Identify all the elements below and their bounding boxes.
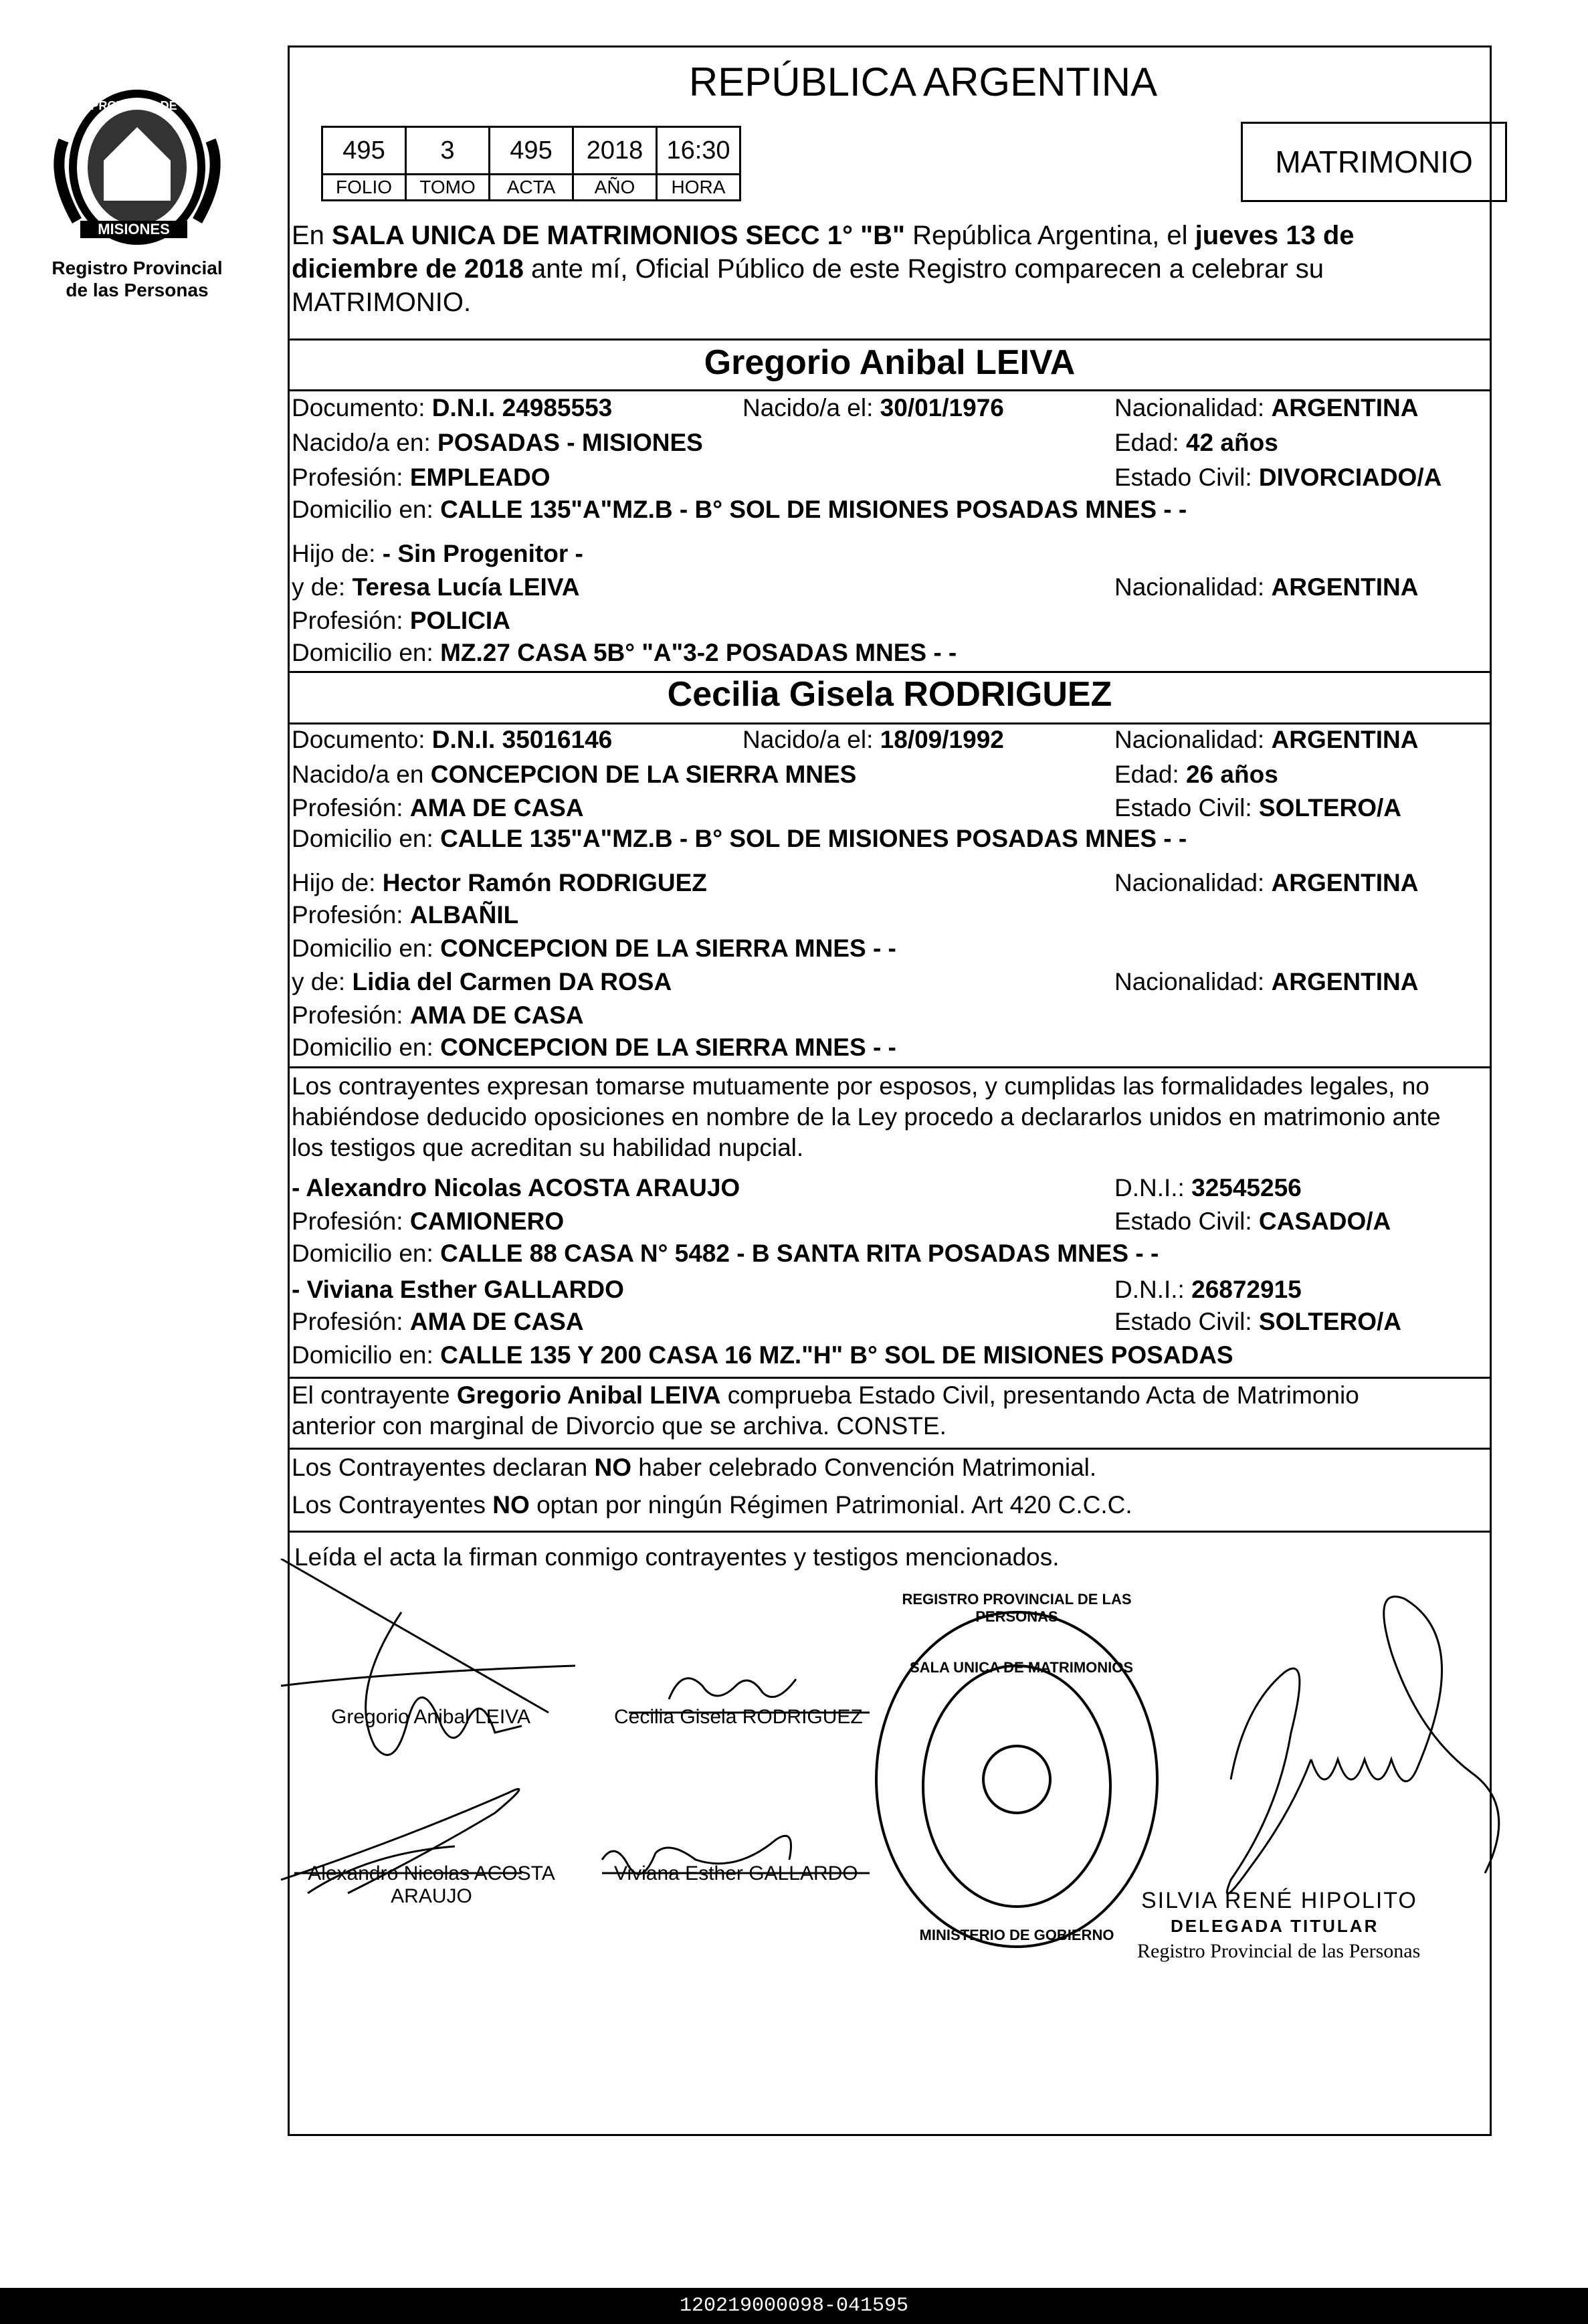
hour-value: 16:30 (657, 127, 740, 175)
document-code-bar: 120219000098-041595 (0, 2288, 1588, 2324)
groom-document: Documento: D.N.I. 24985553 (292, 394, 613, 421)
bride-mother-address: Domicilio en: CONCEPCION DE LA SIERRA MNES - - (292, 1034, 896, 1061)
folio-value: 495 (322, 127, 406, 175)
divider (288, 671, 1492, 673)
bride-father: Hijo de: Hector Ramón RODRIGUEZ (292, 869, 707, 896)
bride-birthplace: Nacido/a en CONCEPCION DE LA SIERRA MNES (292, 761, 857, 788)
groom-mother-profession: Profesión: POLICIA (292, 607, 510, 634)
witness2-address: Domicilio en: CALLE 135 Y 200 CASA 16 MZ."H" B° SOL DE MISIONES POSADAS (292, 1341, 1233, 1369)
bride-nationality: Nacionalidad: ARGENTINA (1114, 726, 1419, 753)
divider (288, 1377, 1492, 1379)
witness1-profession: Profesión: CAMIONERO (292, 1207, 565, 1235)
stamp-ring-bottom: MINISTERIO DE GOBIERNO (919, 1927, 1114, 1943)
witness1-address: Domicilio en: CALLE 88 CASA N° 5482 - B SANTA RITA POSADAS MNES - - (292, 1240, 1159, 1267)
witness2-name: - Viviana Esther GALLARDO (292, 1276, 624, 1303)
witness1-signature-label-1: Alexandro Nicolas ACOSTA (308, 1862, 555, 1884)
bride-father-profession: Profesión: ALBAÑIL (292, 901, 519, 929)
bride-name-title: Cecilia Gisela RODRIGUEZ (667, 675, 1112, 714)
officer-name: SILVIA RENÉ HIPOLITO (1141, 1888, 1417, 1913)
divider (288, 1448, 1492, 1450)
acta-label: ACTA (490, 175, 573, 201)
note-line-2: anterior con marginal de Divorcio que se archiva. CONSTE. (292, 1412, 947, 1440)
note-line-1: El contrayente Gregorio Anibal LEIVA comprueba Estado Civil, presentando Acta de Matrimonio (292, 1381, 1359, 1409)
declaration-line-2: habiéndose deducido oposiciones en nombre de la Ley procedo a declararlos unidos en matrimonio ante (292, 1103, 1441, 1131)
groom-nationality: Nacionalidad: ARGENTINA (1114, 394, 1419, 421)
bride-mother: y de: Lidia del Carmen DA ROSA (292, 968, 672, 995)
officer-title: DELEGADA TITULAR (1171, 1916, 1379, 1936)
divider (288, 1066, 1492, 1068)
groom-birthdate: Nacido/a el: 30/01/1976 (742, 394, 1004, 421)
groom-profession: Profesión: EMPLEADO (292, 464, 551, 491)
groom-birthplace: Nacido/a en: POSADAS - MISIONES (292, 429, 703, 456)
stamp-ring-top: REGISTRO PROVINCIAL DE LAS PERSONAS (902, 1591, 1132, 1625)
groom-civil-status: Estado Civil: DIVORCIADO/A (1114, 464, 1442, 491)
groom-name-title: Gregorio Anibal LEIVA (704, 343, 1076, 382)
regime-line-1: Los Contrayentes declaran NO haber celebrado Convención Matrimonial. (292, 1454, 1097, 1481)
seal-text-top: PROVINCIA DE (90, 99, 177, 112)
bride-signature-label: Cecilia Gisela RODRIGUEZ (614, 1706, 863, 1728)
bride-address: Domicilio en: CALLE 135"A"MZ.B - B° SOL DE MISIONES POSADAS MNES - - (292, 825, 1187, 852)
bride-mother-profession: Profesión: AMA DE CASA (292, 1001, 584, 1029)
witness2-profession: Profesión: AMA DE CASA (292, 1308, 584, 1335)
regime-line-2: Los Contrayentes NO optan por ningún Régimen Patrimonial. Art 420 C.C.C. (292, 1491, 1132, 1519)
stamp-inner-text: SALA UNICA DE MATRIMONIOS (910, 1659, 1134, 1676)
bride-civil-status: Estado Civil: SOLTERO/A (1114, 794, 1402, 821)
groom-mother-nationality: Nacionalidad: ARGENTINA (1114, 573, 1419, 601)
acta-value: 495 (490, 127, 573, 175)
declaration-line-1: Los contrayentes expresan tomarse mutuamente por esposos, y cumplidas las formalidades legales, no (292, 1072, 1429, 1100)
page-title: REPÚBLICA ARGENTINA (688, 60, 1158, 104)
groom-signature-label: Gregorio Anibal LEIVA (331, 1706, 530, 1728)
groom-mother-address: Domicilio en: MZ.27 CASA 5B° "A"3-2 POSADAS MNES - - (292, 639, 957, 666)
hour-label: HORA (657, 175, 740, 201)
logo-caption-1: Registro Provincial (52, 258, 223, 278)
officer-office: Registro Provincial de las Personas (1137, 1940, 1421, 1962)
witness1-name: - Alexandro Nicolas ACOSTA ARAUJO (292, 1174, 740, 1201)
divider (288, 389, 1492, 391)
year-label: AÑO (573, 175, 657, 201)
bride-father-address: Domicilio en: CONCEPCION DE LA SIERRA MNES - - (292, 935, 896, 962)
bride-profession: Profesión: AMA DE CASA (292, 794, 584, 821)
bride-document: Documento: D.N.I. 35016146 (292, 726, 613, 753)
divider (288, 1531, 1492, 1533)
closing-text: Leída el acta la firman conmigo contrayentes y testigos mencionados. (294, 1543, 1060, 1571)
witness2-civil-status: Estado Civil: SOLTERO/A (1114, 1308, 1402, 1335)
groom-address: Domicilio en: CALLE 135"A"MZ.B - B° SOL DE MISIONES POSADAS MNES - - (292, 496, 1187, 523)
witness1-signature-label-2: ARAUJO (391, 1885, 472, 1907)
groom-mother: y de: Teresa Lucía LEIVA (292, 573, 580, 601)
bride-mother-nationality: Nacionalidad: ARGENTINA (1114, 968, 1419, 995)
logo-caption-2: de las Personas (66, 280, 209, 300)
doc-type-box: MATRIMONIO (1241, 122, 1507, 202)
registry-table (321, 126, 741, 201)
declaration-line-3: los testigos que acreditan su habilidad nupcial. (292, 1134, 804, 1161)
seal-text-bottom: MISIONES (80, 221, 187, 238)
tomo-value: 3 (406, 127, 490, 175)
divider (288, 338, 1492, 341)
witness1-civil-status: Estado Civil: CASADO/A (1114, 1207, 1391, 1235)
bride-father-nationality: Nacionalidad: ARGENTINA (1114, 869, 1419, 896)
intro-line-3: MATRIMONIO. (292, 288, 472, 317)
intro-line-1: En SALA UNICA DE MATRIMONIOS SECC 1° "B" República Argentina, el jueves 13 de (292, 221, 1355, 250)
witness1-dni: D.N.I.: 32545256 (1114, 1174, 1302, 1201)
bride-birthdate: Nacido/a el: 18/09/1992 (742, 726, 1004, 753)
year-value: 2018 (573, 127, 657, 175)
witness2-dni: D.N.I.: 26872915 (1114, 1276, 1302, 1303)
bride-age: Edad: 26 años (1114, 761, 1278, 788)
groom-age: Edad: 42 años (1114, 429, 1278, 456)
intro-line-2: diciembre de 2018 ante mí, Oficial Público de este Registro comparecen a celebrar su (292, 254, 1324, 284)
groom-father: Hijo de: - Sin Progenitor - (292, 540, 583, 567)
tomo-label: TOMO (406, 175, 490, 201)
folio-label: FOLIO (322, 175, 406, 201)
witness2-signature-label: Viviana Esther GALLARDO (614, 1862, 858, 1884)
